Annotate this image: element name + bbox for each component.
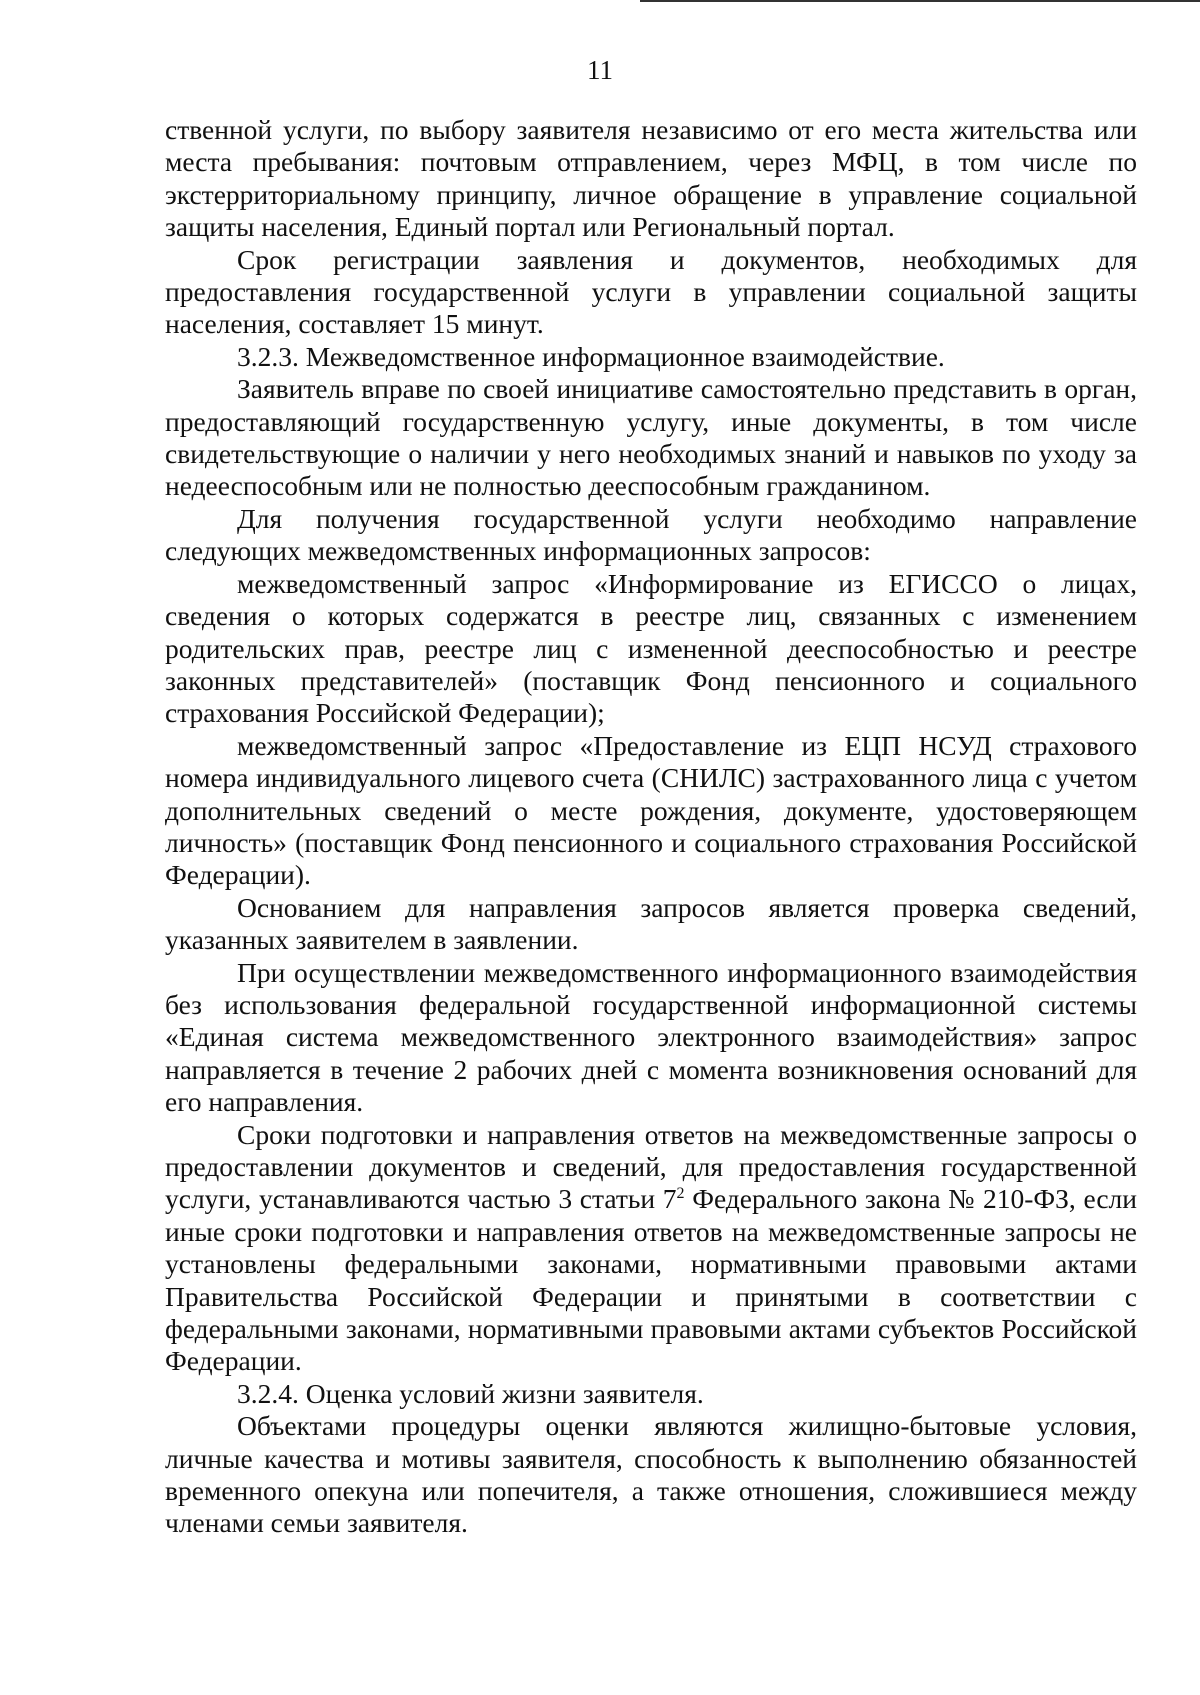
list-item-request-snils: межведомственный запрос «Предоставление из ЕЦП НСУД страхового номера индивидуального лицевого счета (СНИЛС) застрахованного лица с учетом дополнительных сведений о месте рождения, документе, удостоверяющем личность» (поставщик Фонд пенсионного и социального страхования Российской Федерации). [165,729,1137,891]
paragraph-applicant-rights: Заявитель вправе по своей инициативе самостоятельно представить в орган, предоставляющий государственную услугу, иные документы, в том числе свидетельствующие о наличии у него необходимых знаний и навыков по уходу за недееспособным или не полностью дееспособным гражданином. [165,373,1137,502]
article-superscript: 2 [676,1185,685,1203]
top-edge-line [640,0,1200,2]
paragraph-response-terms [165,1119,1137,1378]
page-number: 11 [587,55,613,85]
response-terms-text-after: Федерального закона № 210-ФЗ, если иные сроки подготовки и направления ответов на межведомственные запросы не установлены федеральными законами, нормативными правовыми актами Правительства Российской Федерации и принятыми в соответствии с федеральными законами, нормативными правовыми актами субъектов Российской Федерации. [165,1183,1137,1377]
response-terms-text-before: Сроки подготовки и направления ответов на межведомственные запросы о предоставлении документов и сведений, для предоставления государственной услуги, устанавливаются частью 3 статьи 7 [165,1118,1137,1215]
document-body [165,114,1137,1540]
section-heading-3-2-4: 3.2.4. Оценка условий жизни заявителя. [237,1377,704,1409]
paragraph-request-deadline: При осуществлении межведомственного информационного взаимодействия без использования федеральной государственной информационной системы «Единая система межведомственного электронного взаимодействия» запрос направляется в течение 2 рабочих дней с момента возникновения оснований для его направления. [165,956,1137,1118]
paragraph-registration-term: Срок регистрации заявления и документов, необходимых для предоставления государственной услуги в управлении социальной защиты населения, составляет 15 минут. [165,243,1137,340]
list-item-request-egisso: межведомственный запрос «Информирование из ЕГИССО о лицах, сведения о которых содержатся в реестре лиц, связанных с изменением родительских прав, реестре лиц с измененной дееспособностью и реестре законных представителей» (поставщик Фонд пенсионного и социального страхования Российской Федерации); [165,567,1137,729]
paragraph-requests-intro: Для получения государственной услуги необходимо направление следующих межведомственных информационных запросов: [165,502,1137,567]
paragraph-continuation: ственной услуги, по выбору заявителя независимо от его места жительства или места пребывания: почтовым отправлением, через МФЦ, в том числе по экстерриториальному принципу, личное обращение в управление социальной защиты населения, Единый портал или Региональный портал. [165,114,1137,243]
paragraph-assessment-objects: Объектами процедуры оценки являются жилищно-бытовые условия, личные качества и мотивы заявителя, способность к выполнению обязанностей временного опекуна или попечителя, а также отношения, сложившиеся между членами семьи заявителя. [165,1410,1137,1539]
paragraph-requests-basis: Основанием для направления запросов является проверка сведений, указанных заявителем в заявлении. [165,891,1137,956]
section-heading-3-2-3: 3.2.3. Межведомственное информационное взаимодействие. [237,340,945,372]
